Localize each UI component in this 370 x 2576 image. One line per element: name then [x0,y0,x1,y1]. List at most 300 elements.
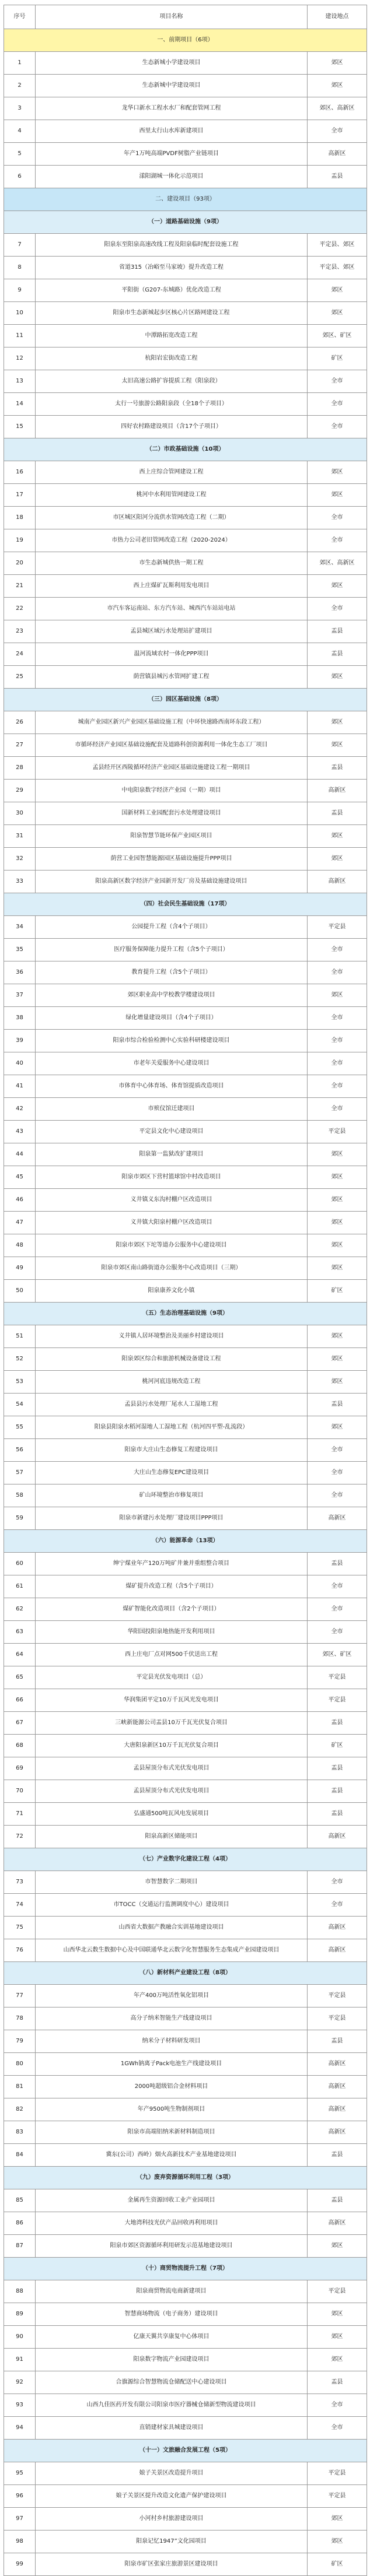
table-row [4,1234,367,1257]
project-name: 阳泉高新区数字经济产业园新开发厂房及基础设施建设项目 [36,871,308,893]
row-number: 37 [4,984,36,1007]
project-location: 郊区 [308,75,367,97]
section-row [4,211,367,234]
section-title: 二、建设项目（93项） [4,188,367,211]
project-location: 全市 [308,416,367,438]
project-name: 四好农村路建设项目（含17个子项目） [36,416,308,438]
table-row [4,370,367,393]
project-name: 阳泉记忆1947”文化园项目 [36,2531,308,2553]
row-number: 41 [4,1075,36,1098]
table-row [4,1439,367,1462]
project-name: 年产400万吨活性氧化铝项目 [36,1985,308,2008]
project-location: 郊区 [308,984,367,1007]
project-location: 全市 [308,1894,367,1917]
table-row [4,666,367,689]
project-location: 全市 [308,120,367,143]
project-location: 郊区 [308,2303,367,2326]
row-number: 60 [4,1553,36,1575]
project-location: 平定县 [308,1689,367,1712]
project-name: 阳泉县阳泉水稻河湿地人工湿地工程（杭河四平塑-乱流段） [36,1416,308,1439]
project-name: 阳泉市郊区下坨等道办公服务中心建设项目 [36,1234,308,1257]
table-row [4,143,367,166]
project-location: 全市 [308,393,367,416]
project-name: 桃河河底违规改造工程 [36,1371,308,1394]
project-name: 山西省大数据产教融合实训基地建设项目 [36,1917,308,1939]
row-number: 58 [4,1484,36,1507]
row-number: 63 [4,1621,36,1644]
project-name: 漾阳湖城一体化示范项目 [36,166,308,188]
row-number: 30 [4,802,36,825]
table-row [4,529,367,552]
project-name: 阳泉智慧节能环保产业园区项目 [36,825,308,848]
row-number: 71 [4,1803,36,1826]
project-location: 郊区 [308,1189,367,1212]
table-row [4,1803,367,1826]
table-row [4,2462,367,2485]
project-name: 中潭路拓宽改造工程 [36,325,308,348]
row-number: 66 [4,1689,36,1712]
table-row [4,2144,367,2167]
row-number: 50 [4,1280,36,1303]
project-location: 高新区 [308,780,367,802]
project-location: 高新区 [308,2212,367,2235]
project-location: 平定县 [308,916,367,939]
table-row [4,1166,367,1189]
row-number: 62 [4,1598,36,1621]
project-name: 年产1万吨高端PVDF树脂产业链项目 [36,143,308,166]
table-row [4,1348,367,1371]
table-row [4,1621,367,1644]
project-name: 市汽车客运南站、东方汽车站、城西汽车站站电站 [36,598,308,620]
table-row [4,484,367,507]
table-row [4,1598,367,1621]
project-name: 金属再生资源回收工业产业园项目 [36,2189,308,2212]
row-number: 69 [4,1757,36,1780]
row-number: 96 [4,2485,36,2508]
project-location: 全市 [308,2417,367,2440]
row-number: 99 [4,2553,36,2576]
project-location: 郊区、高新区 [308,97,367,120]
row-number: 87 [4,2235,36,2258]
project-name: 西上庄综合管网建设工程 [36,461,308,484]
project-name: 平定县文化中心建设项目 [36,1121,308,1143]
project-name: 市体育中心体育场、体育馆提质改造项目 [36,1075,308,1098]
row-number: 49 [4,1257,36,1280]
project-name: 纳米分子材料研发项目 [36,2030,308,2053]
table-row [4,2349,367,2371]
project-location: 郊区 [308,52,367,75]
project-name: 2000吨超级铝合金材料项目 [36,2076,308,2098]
project-location: 盂县 [308,2189,367,2212]
row-number: 70 [4,1780,36,1803]
row-number: 10 [4,302,36,325]
row-number: 28 [4,757,36,780]
row-number: 82 [4,2098,36,2121]
row-number: 47 [4,1212,36,1234]
project-location: 全市 [308,1030,367,1052]
row-number: 40 [4,1052,36,1075]
row-number: 65 [4,1666,36,1689]
project-name: 小河村乡村旅游建设项目 [36,2508,308,2531]
table-row [4,2053,367,2076]
project-name: 西上庄电厂点对网500千伏送出工程 [36,1644,308,1666]
table-row [4,1416,367,1439]
project-location: 盂县 [308,643,367,666]
project-location: 平定县 [308,2280,367,2303]
table-row [4,2417,367,2440]
table-row [4,2030,367,2053]
table-row [4,1007,367,1030]
project-location: 郊区 [308,1325,367,1348]
section-title: （八）新材料产业建设工程（8项） [4,1962,367,1985]
table-row [4,1553,367,1575]
project-location: 高新区 [308,143,367,166]
table-row [4,75,367,97]
project-location: 全市 [308,1007,367,1030]
section-row [4,689,367,711]
project-location: 盂县 [308,1712,367,1735]
project-name: 直销建材家具城建设项目 [36,2417,308,2440]
project-name: 阳泉市大庄山生态修复工程建设项目 [36,1439,308,1462]
project-name: 高分子纳米智能生产线建设项目 [36,2008,308,2030]
project-name: 市区城区阳河分流供水管网改造工程（二期） [36,507,308,529]
project-name: 中电阳泉数字经济产业园（一期）项目 [36,780,308,802]
row-number: 74 [4,1894,36,1917]
table-row [4,1826,367,1848]
table-row [4,1507,367,1530]
section-title: （四）社会民生基础设施（17项） [4,893,367,916]
row-number: 14 [4,393,36,416]
project-location: 郊区 [308,1143,367,1166]
project-location: 平定县 [308,2008,367,2030]
table-row [4,325,367,348]
section-title: （六）能源革命（13项） [4,1530,367,1553]
row-number: 51 [4,1325,36,1348]
table-row [4,1280,367,1303]
project-location: 高新区 [308,1826,367,1848]
project-location: 全市 [308,1621,367,1644]
row-number: 92 [4,2371,36,2394]
row-number: 7 [4,234,36,257]
row-number: 77 [4,1985,36,2008]
header-no: 序号 [4,5,36,29]
row-number: 81 [4,2076,36,2098]
project-location: 全市 [308,961,367,984]
table-row [4,279,367,302]
project-location: 全市 [308,370,367,393]
table-row [4,848,367,871]
section-title: （一）道路基础设施（9项） [4,211,367,234]
project-name: 市老年关爱服务中心建设项目 [36,1052,308,1075]
header-location: 建设地点 [308,5,367,29]
section-row [4,2440,367,2462]
row-number: 20 [4,552,36,575]
row-number: 80 [4,2053,36,2076]
row-number: 43 [4,1121,36,1143]
project-location: 盂县 [308,166,367,188]
project-location: 郊区 [308,666,367,689]
project-name: 绅宁煤业年产120万吨矿井兼并重组整合项目 [36,1553,308,1575]
project-name: 煤矿智能化改造项目（含2个子项目） [36,1598,308,1621]
table-row [4,1212,367,1234]
table-row [4,2121,367,2144]
project-location: 全市 [308,1598,367,1621]
project-location: 盂县 [308,1803,367,1826]
project-name: 娘子关景区改造提升项目 [36,2462,308,2485]
table-row [4,461,367,484]
section-row [4,188,367,211]
project-name: 阳泉商贸物流电商新建项目 [36,2280,308,2303]
table-row [4,2394,367,2417]
table-row [4,1484,367,1507]
project-name: 三峡新能源公司盂县10万千瓦光伏复合项目 [36,1712,308,1735]
table-row [4,2189,367,2212]
table-row [4,1325,367,1348]
project-name: 西上庄煤矿瓦斯利用发电项目 [36,575,308,598]
project-name: 太行一号旅游公路阳泉段（全18个子项目） [36,393,308,416]
table-row [4,871,367,893]
project-location: 盂县 [308,1780,367,1803]
table-row [4,120,367,143]
project-location: 郊区 [308,1416,367,1439]
project-location: 郊区 [308,2349,367,2371]
table-row [4,939,367,961]
project-name: 教育提升工程（含5个子项目） [36,961,308,984]
project-name: 华润集团平定10万千瓦风光发电项目 [36,1689,308,1712]
row-number: 21 [4,575,36,598]
row-number: 9 [4,279,36,302]
section-title: （九）废弃资源循环利用工程（3项） [4,2167,367,2189]
row-number: 94 [4,2417,36,2440]
row-number: 54 [4,1394,36,1416]
row-number: 6 [4,166,36,188]
row-number: 72 [4,1826,36,1848]
project-location: 全市 [308,1052,367,1075]
section-row [4,438,367,461]
table-row [4,1666,367,1689]
section-row [4,2167,367,2189]
table-row [4,393,367,416]
project-name: 孟县屋顶分布式光伏发电项目 [36,1757,308,1780]
project-name: 省道315（冶峪至马家坡）提升改造工程 [36,257,308,279]
table-row [4,52,367,75]
row-number: 1 [4,52,36,75]
project-location: 盂县 [308,1553,367,1575]
table-row [4,1394,367,1416]
table-row [4,2280,367,2303]
project-location: 矿区 [308,348,367,370]
project-name: 市智慧数字二期项目 [36,1871,308,1894]
row-number: 42 [4,1098,36,1121]
table-row [4,507,367,529]
row-number: 68 [4,1735,36,1757]
project-location: 高新区 [308,1939,367,1962]
row-number: 2 [4,75,36,97]
row-number: 78 [4,2008,36,2030]
row-number: 55 [4,1416,36,1439]
table-row [4,1098,367,1121]
project-name: 荫营镇县城污水管网扩建工程 [36,666,308,689]
project-location: 盂县 [308,757,367,780]
table-row [4,984,367,1007]
table-row [4,2098,367,2121]
table-row [4,961,367,984]
row-number: 85 [4,2189,36,2212]
project-location: 平定县 [308,1121,367,1143]
table-row [4,1257,367,1280]
project-name: 温河流域农村一体化PPP项目 [36,643,308,666]
header-name: 项目名称 [36,5,308,29]
table-row [4,1575,367,1598]
section-title: （三）园区基础设施（8项） [4,689,367,711]
row-number: 75 [4,1917,36,1939]
project-name: 阳泉市郊区南山路街道办公服务中心改造项目（三期） [36,1257,308,1280]
project-location: 平定县 [308,1985,367,2008]
project-name: 阳泉市郊区资源循环利用研发示范基地建设项目 [36,2235,308,2258]
project-location: 盂县 [308,2144,367,2167]
section-row [4,2258,367,2280]
project-location: 郊区 [308,575,367,598]
project-location: 全市 [308,598,367,620]
row-number: 35 [4,939,36,961]
row-number: 27 [4,734,36,757]
row-number: 93 [4,2394,36,2417]
project-location: 平定县、郊区 [308,257,367,279]
row-number: 33 [4,871,36,893]
project-name: 阳泉第一监狱改扩建项目 [36,1143,308,1166]
project-name: 平定县光伏发电项目（总） [36,1666,308,1689]
project-name: 市TOCC（交通运行监测调度中心）建设项目 [36,1894,308,1917]
table-row [4,348,367,370]
project-location: 平定县 [308,2462,367,2485]
project-name: 绿化增量建设项目（含4个子项目） [36,1007,308,1030]
project-location: 郊区 [308,1257,367,1280]
project-location: 郊区 [308,1234,367,1257]
project-location: 高新区 [308,2053,367,2076]
project-name: 大庄山生态修复EPC建设项目 [36,1462,308,1484]
table-row [4,416,367,438]
project-name: 市殡仪馆迁建项目 [36,1098,308,1121]
project-name: 阳泉数字物流产业园建设项目 [36,2349,308,2371]
project-location: 平定县、郊区 [308,234,367,257]
row-number: 3 [4,97,36,120]
row-number: 59 [4,1507,36,1530]
table-row [4,1689,367,1712]
project-name: 城南产业园区新兴产业园区基础设施工程（中环快速路西南环东段工程） [36,711,308,734]
row-number: 97 [4,2508,36,2531]
table-row [4,302,367,325]
project-name: 亿康天翼共享康复中心体项目 [36,2326,308,2349]
row-number: 12 [4,348,36,370]
row-number: 13 [4,370,36,393]
project-location: 全市 [308,1462,367,1484]
project-name: 义井镇人居环境整治及美丽乡村建设项目 [36,1325,308,1348]
project-location: 全市 [308,507,367,529]
project-name: 阳泉市综合检验检测中心实验科研楼建设项目 [36,1030,308,1052]
project-name: 阳泉市生态新城起步区核心片区路网建设工程 [36,302,308,325]
row-number: 15 [4,416,36,438]
section-title: 一、前期项目（6项） [4,29,367,52]
project-name: 大唐阳泉新区10万千瓦光伏复合项目 [36,1735,308,1757]
table-row [4,552,367,575]
project-location: 郊区 [308,848,367,871]
project-name: 公园提升工程（含4个子项目） [36,916,308,939]
table-row [4,2076,367,2098]
project-name: 山西华北云数生数据中心及中国联通华北云数字化智慧服务生态集成产业园建设项目 [36,1939,308,1962]
row-number: 38 [4,1007,36,1030]
project-name: 平阳街（G207-东城路）优化改造工程 [36,279,308,302]
project-location: 郊区 [308,2326,367,2349]
table-row [4,1121,367,1143]
table-row [4,1189,367,1212]
row-number: 23 [4,620,36,643]
row-number: 31 [4,825,36,848]
table-row [4,1780,367,1803]
project-name: 华阳国投阳泉地热能开发利用项目 [36,1621,308,1644]
row-number: 90 [4,2326,36,2349]
project-location: 平定县 [308,2485,367,2508]
project-name: 桃河中水利用管网建设工程 [36,484,308,507]
project-location: 郊区 [308,302,367,325]
row-number: 48 [4,1234,36,1257]
project-name: 年产9500吨生物制剂项目 [36,2098,308,2121]
project-location: 矿区 [308,1735,367,1757]
table-row [4,802,367,825]
row-number: 11 [4,325,36,348]
table-row [4,1075,367,1098]
project-location: 高新区 [308,2098,367,2121]
project-location: 郊区 [308,825,367,848]
section-row [4,1962,367,1985]
project-location: 郊区 [308,279,367,302]
project-name: 孟县县污水处理厂尾水人工湿地工程 [36,1394,308,1416]
project-name: 孟县经开区西陵循环经济产业园区基础设施建设工程一期项目 [36,757,308,780]
row-number: 98 [4,2531,36,2553]
row-number: 89 [4,2303,36,2326]
row-number: 57 [4,1462,36,1484]
table-row [4,1985,367,2008]
project-name: 阳泉郊区综合和旅游机械设备建设工程 [36,1348,308,1371]
project-location: 盂县 [308,620,367,643]
project-location: 郊区 [308,734,367,757]
project-location: 高新区 [308,871,367,893]
section-title: （七）产业数字化建设工程（4项） [4,1848,367,1871]
project-name: 阳泉康养文化小镇 [36,1280,308,1303]
section-title: （十一）文旅融合发展工程（5项） [4,2440,367,2462]
project-name: 郊区职业高中学校教学楼建设项目 [36,984,308,1007]
row-number: 88 [4,2280,36,2303]
project-table [4,5,367,2576]
project-location: 全市 [308,1871,367,1894]
project-name: 生态新城中学建设项目 [36,75,308,97]
row-number: 73 [4,1871,36,1894]
table-row [4,598,367,620]
row-number: 76 [4,1939,36,1962]
row-number: 53 [4,1371,36,1394]
row-number: 16 [4,461,36,484]
row-number: 34 [4,916,36,939]
table-body [4,29,367,2576]
table-row [4,1871,367,1894]
project-name: 义井镇义东沟村棚户区改造项目 [36,1189,308,1212]
table-row [4,2371,367,2394]
row-number: 83 [4,2121,36,2144]
project-name: 医疗服务保障能力提升工程（含5个子项目） [36,939,308,961]
table-row [4,1894,367,1917]
table-row [4,2485,367,2508]
project-name: 太旧高速公路扩容提质工程（阳泉段） [36,370,308,393]
project-location: 郊区、矿区 [308,1644,367,1666]
